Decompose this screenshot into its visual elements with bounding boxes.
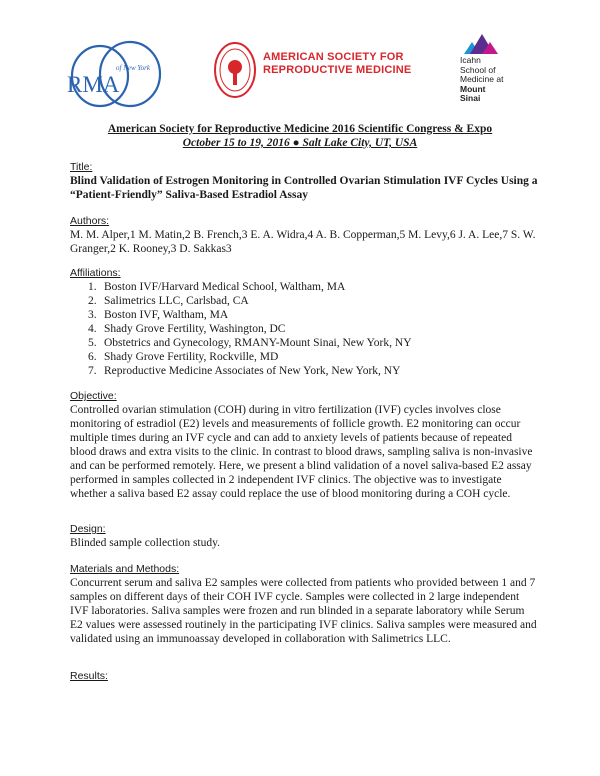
affiliation-item: 3. Boston IVF, Waltham, MA xyxy=(88,309,229,321)
logo-header xyxy=(0,0,600,115)
authors-section xyxy=(70,215,540,256)
design-text: Blinded sample collection study. xyxy=(70,537,221,549)
rma-logo-text: RMA xyxy=(67,72,120,97)
methods-heading: Materials and Methods: xyxy=(70,563,180,575)
objective-section xyxy=(70,390,540,501)
mount-line-1: Icahn xyxy=(460,55,481,65)
asrm-logo-text: AMERICAN SOCIETY FOR REPRODUCTIVE MEDICINE xyxy=(263,51,412,76)
asrm-logo xyxy=(213,41,443,101)
affiliation-item: 7. Reproductive Medicine Associates of New York, New York, NY xyxy=(88,365,401,377)
design-section xyxy=(70,523,540,550)
title-section xyxy=(70,161,540,202)
affiliation-item: 2. Salimetrics LLC, Carlsbad, CA xyxy=(88,295,249,307)
affiliation-item: 1. Boston IVF/Harvard Medical School, Waltham, MA xyxy=(88,281,346,293)
affiliations-list xyxy=(70,280,540,378)
affiliations-heading: Affiliations: xyxy=(70,267,121,279)
title-heading: Title: xyxy=(70,161,93,173)
mount-sinai-logo xyxy=(460,30,530,110)
conference-header xyxy=(0,122,600,150)
results-heading: Results: xyxy=(70,670,108,682)
results-section xyxy=(70,670,540,683)
methods-section xyxy=(70,563,540,646)
design-heading: Design: xyxy=(70,523,106,535)
affiliation-item: 5. Obstetrics and Gynecology, RMANY-Mount Sinai, New York, NY xyxy=(88,337,412,349)
mount-line-2: School of xyxy=(460,64,496,75)
abstract-title: Blind Validation of Estrogen Monitoring in Controlled Ovarian Stimulation IVF Cycles Using a “Patient-Friendly” Saliva-Based Estradiol Assay xyxy=(70,175,538,201)
authors-heading: Authors: xyxy=(70,215,110,227)
methods-text: Concurrent serum and saliva E2 samples were collected from patients who provided between 1 and 7 samples on different days of their COH IVF cycle. Samples were collected in 2 large independent IVF laboratories. Saliva samples were frozen and run blinded in a separate laboratory while Serum E2 values were assessed routinely in the participating IVF clinics. Saliva samples were measured and validated using an immunoassay developed in collaboration with Salimetrics LLC. xyxy=(70,577,537,645)
conference-title: American Society for Reproductive Medicine 2016 Scientific Congress & Expo xyxy=(107,123,493,135)
rma-rings-icon xyxy=(66,34,171,114)
asrm-seal-icon xyxy=(213,41,257,99)
mount-sinai-text xyxy=(460,56,530,104)
mount-line-5: Sinai xyxy=(460,93,481,103)
objective-heading: Objective: xyxy=(70,390,117,402)
rma-logo-subtext: of New York xyxy=(116,64,150,72)
conference-dates: October 15 to 19, 2016 ● Salt Lake City, UT, USA xyxy=(182,137,418,149)
affiliation-item: 4. Shady Grove Fertility, Washington, DC xyxy=(88,323,286,335)
mount-line-4: Mount xyxy=(460,83,486,94)
affiliations-section xyxy=(70,267,540,378)
authors-list: M. M. Alper,1 M. Matin,2 B. French,3 E. A. Widra,4 A. B. Copperman,5 M. Levy,6 J. A. Lee,7 S. W. Granger,2 K. Rooney,3 D. Sakkas3 xyxy=(70,229,536,255)
mount-line-3: Medicine at xyxy=(460,74,504,84)
mount-sinai-peaks-icon xyxy=(462,30,502,56)
affiliation-item: 6. Shady Grove Fertility, Rockville, MD xyxy=(88,351,279,363)
objective-text: Controlled ovarian stimulation (COH) during in vitro fertilization (IVF) cycles involves close monitoring of estradiol (E2) levels and measurements of follicle growth. E2 monitoring can occur multiple times during an IVF cycle and can add to anxiety levels of patients because of repeated blood draws and extra visits to the clinic. In contrast to blood draws, sampling saliva is non-invasive and can be performed remotely. Here, we present a blind validation of a novel saliva-based E2 assay performed in samples collected in 2 independent IVF clinics. The objective was to investigate whether a saliva based E2 assay could replace the use of blood monitoring during a COH cycle. xyxy=(70,404,533,500)
rma-logo xyxy=(66,34,171,114)
